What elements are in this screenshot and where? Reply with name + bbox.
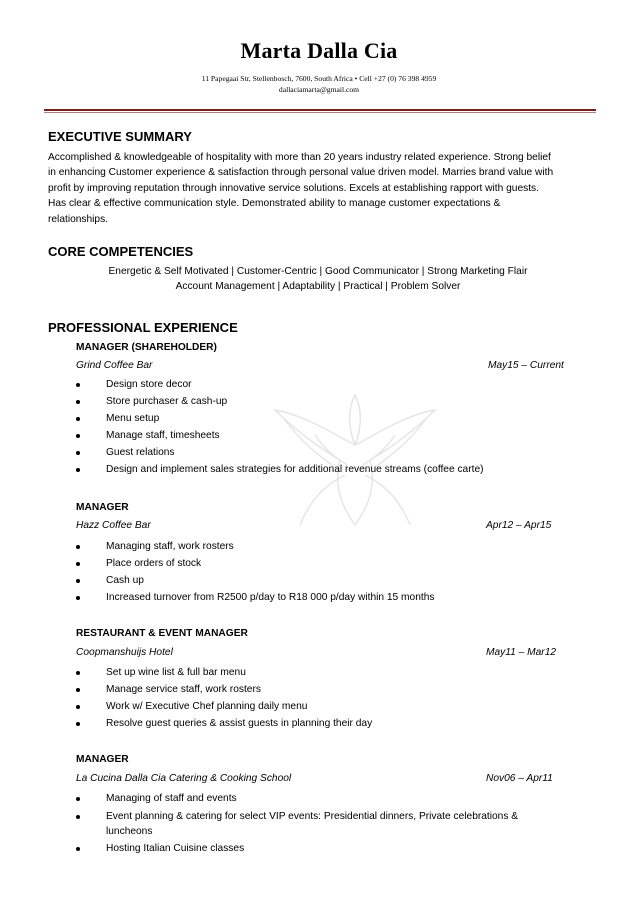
header-divider <box>44 109 596 111</box>
bullet-icon <box>76 434 80 438</box>
job-bullet: Managing of staff and events <box>106 793 237 804</box>
summary-line: Has clear & effective communication style. Demonstrated ability to manage customer expectations & <box>48 198 501 210</box>
experience-heading: PROFESSIONAL EXPERIENCE <box>48 320 238 335</box>
job-title: RESTAURANT & EVENT MANAGER <box>76 628 248 639</box>
job-title: MANAGER <box>76 502 129 513</box>
job-bullet: Manage staff, timesheets <box>106 430 220 441</box>
bullet-icon <box>76 722 80 726</box>
bullet-icon <box>76 451 80 455</box>
job-bullet: Hosting Italian Cuisine classes <box>106 843 245 854</box>
job-bullet: Resolve guest queries & assist guests in planning their day <box>106 718 373 729</box>
bullet-icon <box>76 596 80 600</box>
bullet-icon <box>76 417 80 421</box>
bullet-icon <box>76 688 80 692</box>
job-dates: Nov06 – Apr11 <box>486 773 553 784</box>
competencies-line: Energetic & Self Motivated | Customer-Centric | Good Communicator | Strong Marketing Flair <box>108 266 528 277</box>
job-bullet: Design and implement sales strategies for additional revenue streams (coffee carte) <box>106 464 484 475</box>
summary-line: profit by improving reputation through innovative service solutions. Excels at establishing rapport with guests. <box>48 182 539 194</box>
job-bullet: Store purchaser & cash-up <box>106 396 228 407</box>
bullet-icon <box>76 545 80 549</box>
job-dates: Apr12 – Apr15 <box>486 520 552 531</box>
job-bullet: Guest relations <box>106 447 175 458</box>
bullet-icon <box>76 468 80 472</box>
summary-line: in enhancing Customer experience & satisfaction through personal value driven model. Marries brand value with <box>48 167 554 179</box>
summary-line: Accomplished & knowledgeable of hospitality with more than 20 years industry related experience. Strong belief <box>48 152 551 163</box>
bullet-icon <box>76 797 80 801</box>
job-title: MANAGER (SHAREHOLDER) <box>76 342 217 353</box>
bullet-icon <box>76 562 80 566</box>
job-dates: May15 – Current <box>488 360 564 371</box>
bullet-icon <box>76 400 80 404</box>
job-bullet: Place orders of stock <box>106 558 202 569</box>
header-divider-thin <box>44 112 596 113</box>
competencies-line: Account Management | Adaptability | Practical | Problem Solver <box>175 281 461 292</box>
bullet-icon <box>76 579 80 583</box>
summary-line: relationships. <box>48 213 109 225</box>
summary-text <box>48 150 598 227</box>
job-bullet: Increased turnover from R2500 p/day to R18 000 p/day within 15 months <box>106 592 435 603</box>
bullet-icon <box>76 847 80 851</box>
job-bullet-continued: luncheons <box>106 826 153 837</box>
summary-heading: EXECUTIVE SUMMARY <box>48 129 192 144</box>
job-bullet: Work w/ Executive Chef planning daily menu <box>106 701 308 712</box>
job-title: MANAGER <box>76 754 129 765</box>
competencies-heading: CORE COMPETENCIES <box>48 244 194 259</box>
bullet-icon <box>76 815 80 819</box>
job-bullet: Menu setup <box>106 413 160 424</box>
job-dates: May11 – Mar12 <box>486 647 557 658</box>
job-bullet: Event planning & catering for select VIP events: Presidential dinners, Private celebrations & <box>106 811 519 822</box>
job-bullet: Managing staff, work rosters <box>106 541 234 552</box>
job-bullet: Set up wine list & full bar menu <box>106 667 246 678</box>
job-bullet: Cash up <box>106 575 144 586</box>
job-company: Coopmanshuijs Hotel <box>76 647 173 658</box>
bullet-icon <box>76 671 80 675</box>
bullet-icon <box>76 705 80 709</box>
job-company: Hazz Coffee Bar <box>76 520 151 531</box>
job-company: La Cucina Dalla Cia Catering & Cooking School <box>76 773 292 784</box>
bullet-icon <box>76 383 80 387</box>
candidate-name: Marta Dalla Cia <box>240 38 398 63</box>
job-bullet: Manage service staff, work rosters <box>106 684 261 695</box>
contact-line: 11 Papegaai Str, Stellenbosch, 7600, South Africa • Cell +27 (0) 76 398 4959 <box>201 74 437 83</box>
job-bullet: Design store decor <box>106 379 192 390</box>
job-company: Grind Coffee Bar <box>76 360 153 371</box>
email-address: dallaciamarta@gmail.com <box>278 85 360 94</box>
